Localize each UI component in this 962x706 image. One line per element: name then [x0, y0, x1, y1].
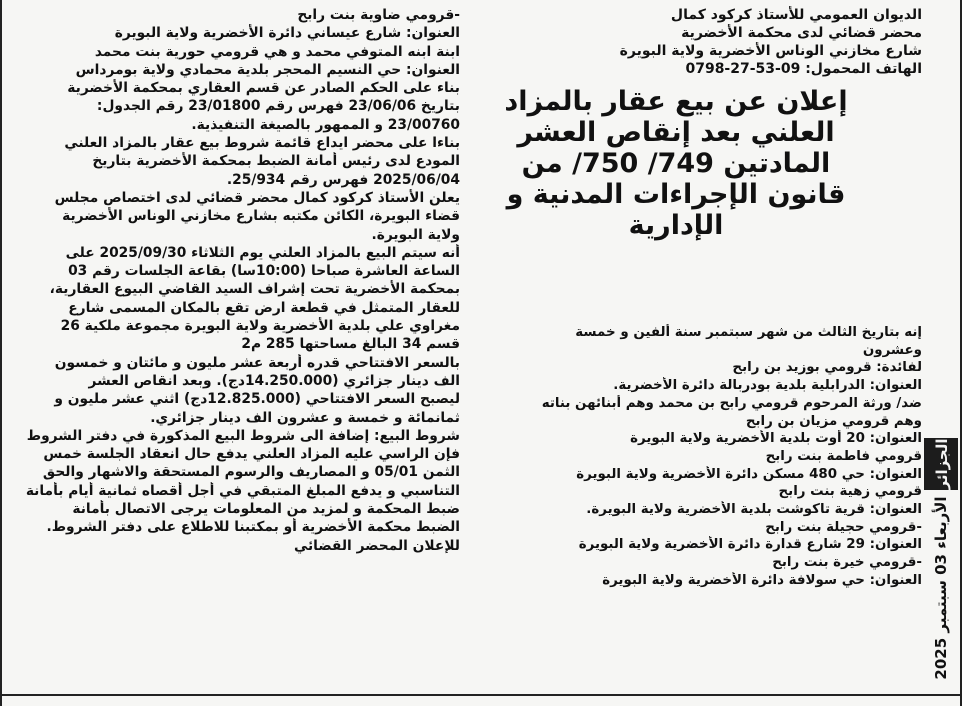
body-line: للعقار المتمثل في قطعة ارض تقع بالمكان المسمى شارع: [68, 299, 460, 316]
left-body-text: [8, 6, 460, 555]
newspaper-logo: [924, 438, 958, 490]
bottom-divider: [0, 694, 962, 696]
body-line: العنوان: الدرابلية بلدية بودربالة دائرة الأخضرية.: [613, 378, 922, 394]
body-line: بالسعر الافتتاحي قدره أربعة عشر مليون و مائتان و خمسون: [54, 354, 460, 371]
body-line: الساعة العاشرة صباحا (10:00سا) بقاعة الجلسات رقم 03: [68, 263, 460, 280]
phone-number: 0798-27-53-09: [685, 61, 801, 77]
body-line: وعشرون: [862, 342, 922, 358]
body-line: التناسبي و يدفع المبلغ المتبقي في أجل أقصاه ثمانية أيام بأمانة: [25, 482, 460, 499]
signature-line: للإعلان المحضر القضائي: [294, 537, 460, 554]
right-body-text: [474, 324, 922, 590]
title-line: المادتين 749/ 750/ من: [521, 148, 831, 179]
body-line: المودع لدى رئيس أمانة الضبط بمحكمة الأخضرية بتاريخ: [92, 153, 460, 170]
body-line: الف دينار جزائري (14.250.000دج). وبعد انقاص العشر: [88, 372, 460, 389]
body-line: قسم 34 البالغ مساحتها 285 م2: [241, 336, 460, 353]
body-line: -قرومي خيرة بنت رابح: [772, 555, 922, 571]
body-line: ولاية البويرة.: [371, 226, 460, 243]
title-line: الإدارية: [628, 210, 724, 241]
body-line: -قرومي ضاوية بنت رابح: [297, 7, 460, 23]
body-line: ابنة ابنه المتوفي محمد و هي قرومي حورية بنت محمد: [94, 43, 460, 60]
body-line: وهم قرومي مزيان بن رابح: [745, 413, 922, 429]
body-line: شروط البيع: إضافة الى شروط البيع المذكورة في دفتر الشروط: [26, 427, 460, 444]
body-line: ضد/ ورثة المرحوم قرومي رابح بن محمد وهم أبنائهن بناته: [541, 395, 922, 411]
body-line: الضبط محكمة الأخضرية أو بمكتبنا للاطلاع على دفتر الشروط.: [46, 519, 460, 536]
issue-date: الأربعاء 03 سبتمبر 2025: [932, 496, 950, 680]
header-line: شارع مخازني الوناس الأخضرية ولاية البويرة: [619, 43, 922, 59]
title-line: إعلان عن بيع عقار بالمزاد: [504, 86, 848, 117]
body-line: يعلن الأستاذ كركود كمال محضر قضائي لدى اختصاص مجلس: [54, 189, 460, 206]
body-line: بتاريخ 23/06/06 فهرس رقم 23/01800 رقم الجدول:: [96, 98, 460, 115]
body-line: ثمانمائة و خمسة و عشرون الف دينار جزائري.: [150, 409, 460, 426]
newspaper-brand: الجزائر: [933, 438, 951, 490]
header-phone-line: [460, 60, 922, 78]
phone-label: الهاتف المحمول:: [805, 61, 922, 77]
right-column: [460, 6, 922, 241]
announcement-title: [460, 86, 892, 241]
body-line: الثمن 05/01 و المصاريف والرسوم المستحقة والاشهار والحق: [42, 464, 460, 481]
body-line: فإن الراسي عليه المزاد العلني يدفع حال انعقاد الجلسة خمس: [43, 446, 460, 463]
body-line: بمحكمة الأخضرية تحت إشراف السيد القاضي البيوع العقارية،: [49, 281, 460, 298]
body-line: إنه بتاريخ الثالث من شهر سبتمبر سنة ألفين و خمسة: [575, 325, 922, 340]
body-line: العنوان: شارع عيساني دائرة الأخضرية ولاية البويرة: [114, 25, 460, 42]
body-line: 2025/06/04 فهرس رقم 25/934.: [226, 171, 460, 188]
body-line: قضاء البويرة، الكائن مكتبه بشارع مخازني الوناس الأخضرية: [62, 208, 460, 225]
body-line: بناء على الحكم الصادر عن قسم العقاري بمحكمة الأخضرية: [67, 80, 460, 97]
body-line: قرومي زهية بنت رابح: [778, 484, 922, 500]
body-line: مغراوي علي بلدية الأخضرية ولاية البويرة مجموعة ملكية 26: [60, 318, 460, 335]
body-line: لفائدة: قرومي بوزيد بن رابح: [732, 360, 922, 376]
title-line: العلني بعد إنقاص العشر: [517, 117, 835, 148]
body-line: العنوان: 20 أوت بلدية الأخضرية ولاية البويرة: [630, 431, 922, 447]
office-header: [460, 6, 922, 78]
body-line: ضبط المحكمة و لمزيد من المعلومات يرجى الاتصال بأمانة: [72, 501, 460, 518]
body-line: -قرومي حجيلة بنت رابح: [765, 519, 922, 535]
header-line: الديوان العمومي للأستاذ كركود كمال: [670, 7, 922, 23]
body-line: العنوان: حي 480 مسكن دائرة الأخضرية ولاية البويرة: [576, 466, 922, 482]
newspaper-sidebar: [922, 438, 960, 694]
header-line: محضر قضائي لدى محكمة الأخضرية: [681, 25, 922, 41]
body-line: قرومي فاطمة بنت رابح: [765, 448, 922, 464]
body-line: العنوان: 29 شارع قدارة دائرة الأخضرية ولاية البويرة: [578, 537, 922, 553]
title-line: قانون الإجراءات المدنية و: [506, 179, 846, 210]
body-line: بناءا على محضر ايداع قائمة شروط بيع عقار بالمزاد العلني: [64, 135, 460, 152]
body-line: ليصبح السعر الافتتاحي (12.825.000دج) اثني عشر مليون و: [54, 391, 460, 408]
body-line: العنوان: حي النسيم المحجر بلدية محمادي ولاية بومرداس: [75, 61, 460, 78]
body-line: العنوان: قرية تاكوشت بلدية الأخضرية ولاية البويرة.: [586, 502, 922, 518]
body-line: أنه سيتم البيع بالمزاد العلني يوم الثلاثاء 2025/09/30 على: [65, 244, 460, 261]
body-line: العنوان: حي سولافة دائرة الأخضرية ولاية البويرة: [602, 572, 922, 588]
body-line: 23/00760 و الممهور بالصيغة التنفيذية.: [191, 116, 460, 133]
